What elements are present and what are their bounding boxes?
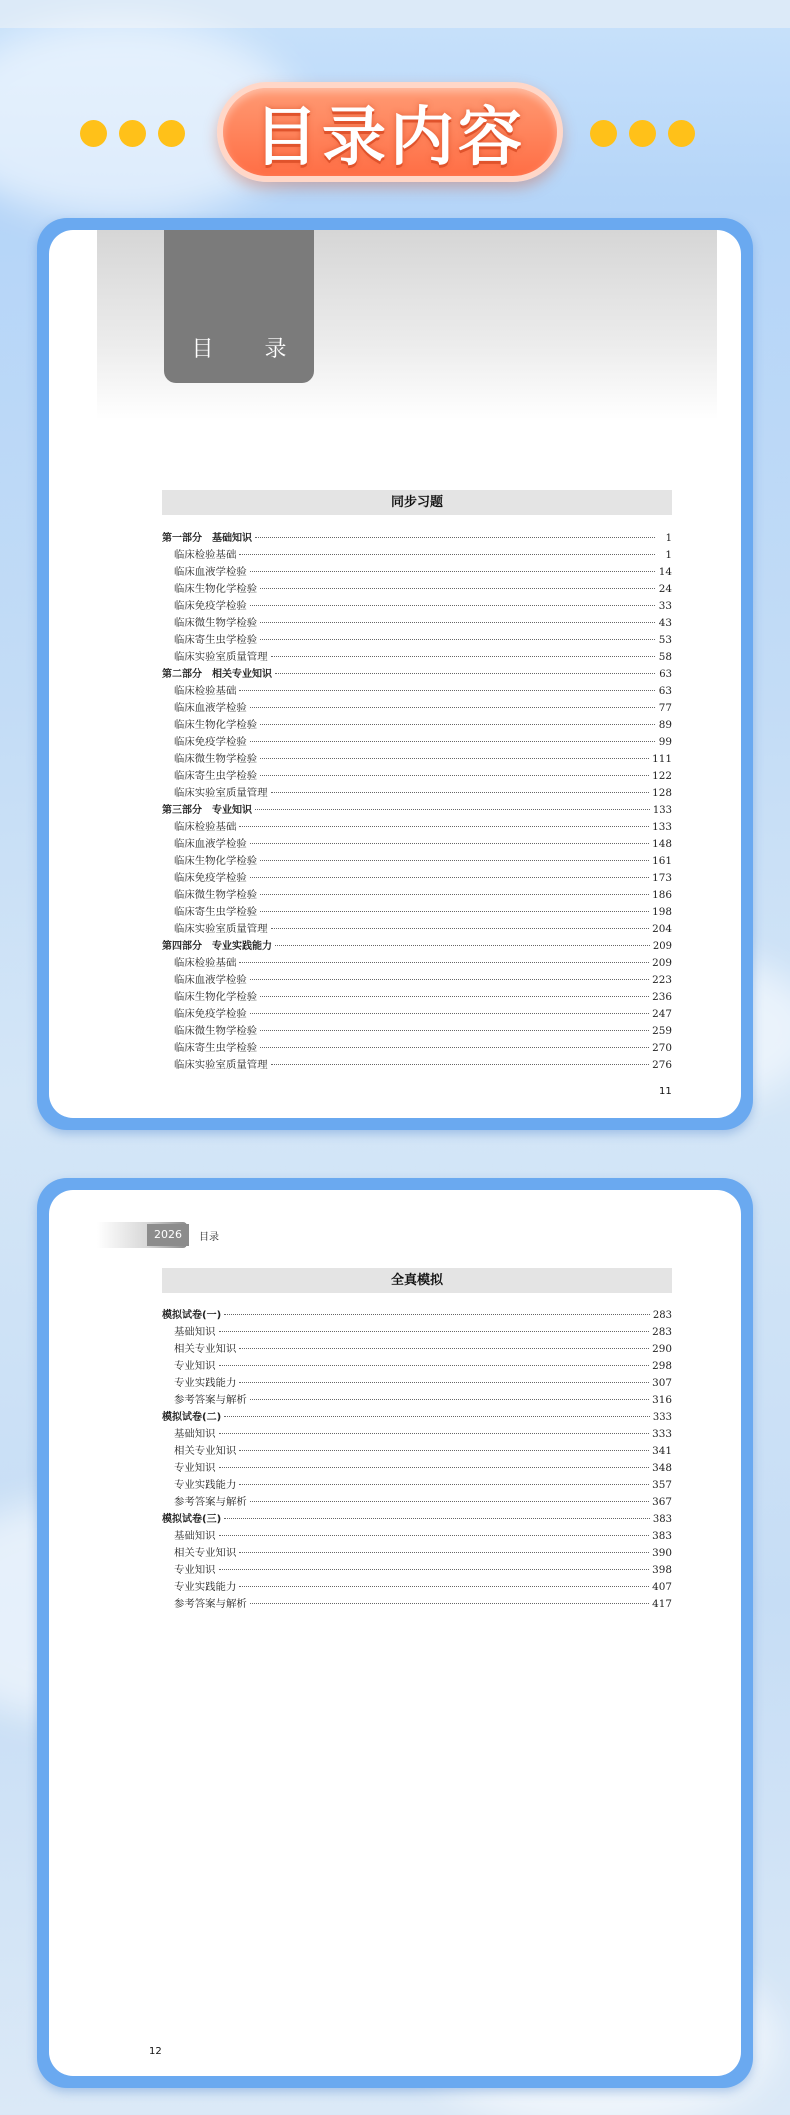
- toc-entry[interactable]: [162, 869, 672, 886]
- toc-entry-title: 临床生物化学检验: [174, 719, 258, 731]
- toc-entry-page: 14: [658, 566, 672, 578]
- toc-page-card-1: [37, 218, 753, 1130]
- toc-entry-page: 390: [652, 1547, 672, 1559]
- dot-icon: [629, 120, 656, 147]
- toc-entry-page: 161: [652, 855, 672, 867]
- dot-leader: [260, 894, 649, 895]
- dot-leader: [224, 1314, 650, 1315]
- toc-entry[interactable]: [162, 1527, 672, 1544]
- dot-icon: [80, 120, 107, 147]
- toc-section-entry[interactable]: [162, 665, 672, 682]
- dot-leader: [224, 1416, 650, 1417]
- toc-entry-title: 专业知识: [174, 1360, 216, 1372]
- toc-entry-title: 基础知识: [174, 1428, 216, 1440]
- toc-entry[interactable]: [162, 563, 672, 580]
- toc-entry-page: 128: [652, 787, 672, 799]
- toc-entry-page: 148: [652, 838, 672, 850]
- toc-entry-title: 临床微生物学检验: [174, 889, 258, 901]
- toc-entry-page: 341: [652, 1445, 672, 1457]
- toc-entry[interactable]: [162, 546, 672, 563]
- toc-entry-page: 333: [652, 1428, 672, 1440]
- dot-icon: [119, 120, 146, 147]
- toc-entry-page: 223: [652, 974, 672, 986]
- dot-leader: [239, 554, 655, 555]
- toc-entry-title: 临床免疫学检验: [174, 1008, 247, 1020]
- toc-entry[interactable]: [162, 631, 672, 648]
- toc-entry-page: 357: [652, 1479, 672, 1491]
- toc-entry[interactable]: [162, 1476, 672, 1493]
- toc-entry-title: 临床生物化学检验: [174, 991, 258, 1003]
- toc-entry-title: 第三部分 专业知识: [162, 805, 252, 816]
- toc-entry[interactable]: [162, 614, 672, 631]
- dot-leader: [250, 1399, 649, 1400]
- dot-leader: [260, 639, 655, 640]
- dot-leader: [250, 707, 655, 708]
- toc-entry-title: 相关专业知识: [174, 1547, 237, 1559]
- section-title-bar: 全真模拟: [162, 1268, 672, 1293]
- toc-entry-title: 临床微生物学检验: [174, 753, 258, 765]
- decorative-dots-right: [590, 120, 695, 147]
- toc-entry[interactable]: [162, 903, 672, 920]
- toc-entry-page: 1: [665, 549, 672, 561]
- dot-leader: [219, 1535, 650, 1536]
- toc-entry-page: 77: [658, 702, 672, 714]
- toc-entry[interactable]: [162, 580, 672, 597]
- dot-leader: [239, 690, 655, 691]
- toc-entry-page: 204: [652, 923, 672, 935]
- toc-entry-title: 专业实践能力: [174, 1581, 237, 1593]
- toc-entry[interactable]: [162, 920, 672, 937]
- toc-entry-title: 临床血液学检验: [174, 702, 247, 714]
- dot-leader: [250, 1603, 649, 1604]
- toc-entry-title: 专业知识: [174, 1564, 216, 1576]
- toc-entry-page: 367: [652, 1496, 672, 1508]
- toc-entry[interactable]: [162, 988, 672, 1005]
- dot-leader: [250, 979, 649, 980]
- toc-entry-page: 259: [652, 1025, 672, 1037]
- toc-entry-title: 临床血液学检验: [174, 974, 247, 986]
- dot-leader: [250, 605, 655, 606]
- toc-entry-page: 63: [658, 685, 672, 697]
- toc-entry[interactable]: [162, 835, 672, 852]
- dot-leader: [239, 826, 649, 827]
- toc-entry-title: 第四部分 专业实践能力: [162, 941, 272, 952]
- toc-entry[interactable]: [162, 699, 672, 716]
- toc-entry-title: 临床免疫学检验: [174, 872, 247, 884]
- toc-entry-title: 临床检验基础: [174, 821, 237, 833]
- toc-entry-title: 专业实践能力: [174, 1479, 237, 1491]
- toc-entry-page: 298: [652, 1360, 672, 1372]
- toc-entry[interactable]: [162, 750, 672, 767]
- toc-entry-title: 参考答案与解析: [174, 1394, 247, 1406]
- toc-entry-page: 111: [652, 753, 672, 765]
- toc-page-card-2: [37, 1178, 753, 2088]
- toc-entry-page: 209: [652, 941, 672, 952]
- toc-entry[interactable]: [162, 1425, 672, 1442]
- toc-entry-title: 第二部分 相关专业知识: [162, 669, 272, 680]
- page-title: 目 录: [191, 337, 309, 362]
- toc-entry-title: 临床检验基础: [174, 957, 237, 969]
- dot-leader: [260, 911, 649, 912]
- toc-section-entry[interactable]: [162, 801, 672, 818]
- toc-entry-page: 348: [652, 1462, 672, 1474]
- dot-leader: [260, 1047, 649, 1048]
- toc-entry-page: 209: [652, 957, 672, 969]
- toc-entry-page: 236: [652, 991, 672, 1003]
- toc-entry-title: 临床寄生虫学检验: [174, 906, 258, 918]
- decorative-dots-left: [80, 120, 185, 147]
- toc-entry[interactable]: [162, 1391, 672, 1408]
- dot-leader: [219, 1365, 650, 1366]
- toc-entry-title: 临床免疫学检验: [174, 600, 247, 612]
- dot-leader: [239, 1484, 649, 1485]
- toc-entry[interactable]: [162, 597, 672, 614]
- year-badge: 2026: [147, 1224, 189, 1246]
- dot-leader: [219, 1569, 650, 1570]
- toc-entry-page: 122: [652, 770, 672, 782]
- toc-entry-title: 模拟试卷(一): [162, 1310, 222, 1321]
- page-sheet: [49, 230, 741, 1118]
- dot-icon: [158, 120, 185, 147]
- toc-entry-title: 基础知识: [174, 1326, 216, 1338]
- toc-entry-page: 43: [658, 617, 672, 629]
- toc-entry[interactable]: [162, 1544, 672, 1561]
- dot-leader: [271, 928, 650, 929]
- toc-entry[interactable]: [162, 1493, 672, 1510]
- toc-entry-title: 临床生物化学检验: [174, 583, 258, 595]
- toc-section-entry[interactable]: [162, 1510, 672, 1527]
- toc-entry-page: 270: [652, 1042, 672, 1054]
- toc-entry[interactable]: [162, 1561, 672, 1578]
- dot-leader: [260, 860, 649, 861]
- dot-leader: [250, 843, 649, 844]
- toc-entry-title: 基础知识: [174, 1530, 216, 1542]
- toc-entry-page: 417: [652, 1598, 672, 1610]
- toc-entry[interactable]: [162, 1039, 672, 1056]
- toc-entry-page: 24: [658, 583, 672, 595]
- toc-entry[interactable]: [162, 1595, 672, 1612]
- toc-entry-title: 参考答案与解析: [174, 1496, 247, 1508]
- toc-entry-title: 临床寄生虫学检验: [174, 770, 258, 782]
- dot-leader: [219, 1331, 650, 1332]
- toc-entry[interactable]: [162, 784, 672, 801]
- dot-icon: [590, 120, 617, 147]
- toc-entry-title: 专业实践能力: [174, 1377, 237, 1389]
- toc-entry-title: 第一部分 基础知识: [162, 533, 252, 544]
- toc-entry[interactable]: [162, 971, 672, 988]
- dot-leader: [219, 1467, 650, 1468]
- toc-entry-page: 198: [652, 906, 672, 918]
- toc-entry-title: 临床免疫学检验: [174, 736, 247, 748]
- toc-entry-title: 相关专业知识: [174, 1343, 237, 1355]
- toc-entry-title: 临床检验基础: [174, 549, 237, 561]
- dot-leader: [275, 673, 655, 674]
- toc-entry[interactable]: [162, 818, 672, 835]
- toc-entry-title: 模拟试卷(二): [162, 1412, 222, 1423]
- toc-entry-page: 283: [652, 1310, 672, 1321]
- dot-leader: [271, 792, 650, 793]
- toc-section-entry[interactable]: [162, 1408, 672, 1425]
- toc-entry[interactable]: [162, 767, 672, 784]
- toc-entry[interactable]: [162, 1374, 672, 1391]
- toc-entry-title: 临床微生物学检验: [174, 1025, 258, 1037]
- toc-list: [162, 529, 672, 1073]
- dot-icon: [668, 120, 695, 147]
- dot-leader: [239, 1586, 649, 1587]
- toc-entry-page: 383: [652, 1514, 672, 1525]
- header-title: 目录内容: [254, 101, 526, 175]
- toc-entry[interactable]: [162, 1340, 672, 1357]
- dot-leader: [260, 588, 655, 589]
- toc-entry-page: 383: [652, 1530, 672, 1542]
- toc-entry[interactable]: [162, 733, 672, 750]
- toc-entry-page: 186: [652, 889, 672, 901]
- dot-leader: [255, 537, 655, 538]
- toc-entry-page: 398: [652, 1564, 672, 1576]
- dot-leader: [250, 571, 655, 572]
- toc-entry-page: 407: [652, 1581, 672, 1593]
- toc-entry[interactable]: [162, 682, 672, 699]
- dot-leader: [271, 1064, 650, 1065]
- dot-leader: [260, 1030, 649, 1031]
- dot-leader: [250, 1501, 649, 1502]
- toc-entry-title: 临床实验室质量管理: [174, 923, 268, 935]
- toc-entry[interactable]: [162, 954, 672, 971]
- toc-entry[interactable]: [162, 1357, 672, 1374]
- dot-leader: [260, 996, 649, 997]
- toc-entry[interactable]: [162, 716, 672, 733]
- dot-leader: [239, 1382, 649, 1383]
- toc-list: [162, 1306, 672, 1612]
- toc-entry-title: 临床生物化学检验: [174, 855, 258, 867]
- toc-entry-page: 247: [652, 1008, 672, 1020]
- dot-leader: [239, 1450, 649, 1451]
- dot-leader: [239, 1348, 649, 1349]
- toc-entry-page: 173: [652, 872, 672, 884]
- dot-leader: [260, 758, 649, 759]
- toc-entry-page: 333: [652, 1412, 672, 1423]
- toc-section-entry[interactable]: [162, 937, 672, 954]
- page-sheet: [49, 1190, 741, 2076]
- toc-entry-title: 临床寄生虫学检验: [174, 634, 258, 646]
- dot-leader: [260, 775, 649, 776]
- toc-entry-title: 临床血液学检验: [174, 838, 247, 850]
- page-number: 11: [659, 1086, 672, 1097]
- toc-entry-title: 临床血液学检验: [174, 566, 247, 578]
- toc-section-entry[interactable]: [162, 529, 672, 546]
- dot-leader: [250, 1013, 649, 1014]
- toc-entry-page: 1: [665, 533, 672, 544]
- toc-entry-page: 133: [652, 805, 672, 816]
- toc-entry-page: 133: [652, 821, 672, 833]
- dot-leader: [260, 724, 655, 725]
- toc-entry[interactable]: [162, 1056, 672, 1073]
- toc-entry-page: 89: [658, 719, 672, 731]
- toc-entry-page: 58: [658, 651, 672, 663]
- toc-entry-page: 53: [658, 634, 672, 646]
- toc-entry[interactable]: [162, 1005, 672, 1022]
- toc-entry-title: 临床寄生虫学检验: [174, 1042, 258, 1054]
- section-title-bar: 同步习题: [162, 490, 672, 515]
- dot-leader: [219, 1433, 650, 1434]
- toc-section-entry[interactable]: [162, 1306, 672, 1323]
- header-title-badge: [217, 82, 563, 182]
- toc-entry-page: 99: [658, 736, 672, 748]
- toc-entry[interactable]: [162, 1022, 672, 1039]
- dot-leader: [260, 622, 655, 623]
- toc-entry-page: 276: [652, 1059, 672, 1071]
- toc-entry[interactable]: [162, 648, 672, 665]
- dot-leader: [250, 741, 655, 742]
- toc-entry[interactable]: [162, 1578, 672, 1595]
- toc-entry-title: 临床实验室质量管理: [174, 1059, 268, 1071]
- toc-entry-title: 参考答案与解析: [174, 1598, 247, 1610]
- toc-entry-page: 307: [652, 1377, 672, 1389]
- toc-entry-title: 临床实验室质量管理: [174, 651, 268, 663]
- toc-entry-page: 63: [659, 669, 672, 680]
- toc-entry-page: 290: [652, 1343, 672, 1355]
- dot-leader: [250, 877, 649, 878]
- toc-entry-page: 33: [658, 600, 672, 612]
- toc-entry-title: 临床实验室质量管理: [174, 787, 268, 799]
- toc-entry-page: 316: [652, 1394, 672, 1406]
- dot-leader: [224, 1518, 650, 1519]
- toc-entry-page: 283: [652, 1326, 672, 1338]
- toc-entry[interactable]: [162, 886, 672, 903]
- dot-leader: [239, 962, 649, 963]
- header-label: 目录: [199, 1232, 219, 1243]
- dot-leader: [255, 809, 650, 810]
- page-number: 12: [149, 2046, 162, 2057]
- dot-leader: [275, 945, 650, 946]
- toc-entry-title: 临床检验基础: [174, 685, 237, 697]
- dot-leader: [271, 656, 655, 657]
- toc-entry[interactable]: [162, 1442, 672, 1459]
- toc-entry[interactable]: [162, 1459, 672, 1476]
- toc-entry-title: 相关专业知识: [174, 1445, 237, 1457]
- toc-entry[interactable]: [162, 852, 672, 869]
- dot-leader: [239, 1552, 649, 1553]
- toc-entry-title: 模拟试卷(三): [162, 1514, 222, 1525]
- toc-entry-title: 临床微生物学检验: [174, 617, 258, 629]
- toc-entry[interactable]: [162, 1323, 672, 1340]
- page-title-tab: [164, 230, 314, 383]
- toc-entry-title: 专业知识: [174, 1462, 216, 1474]
